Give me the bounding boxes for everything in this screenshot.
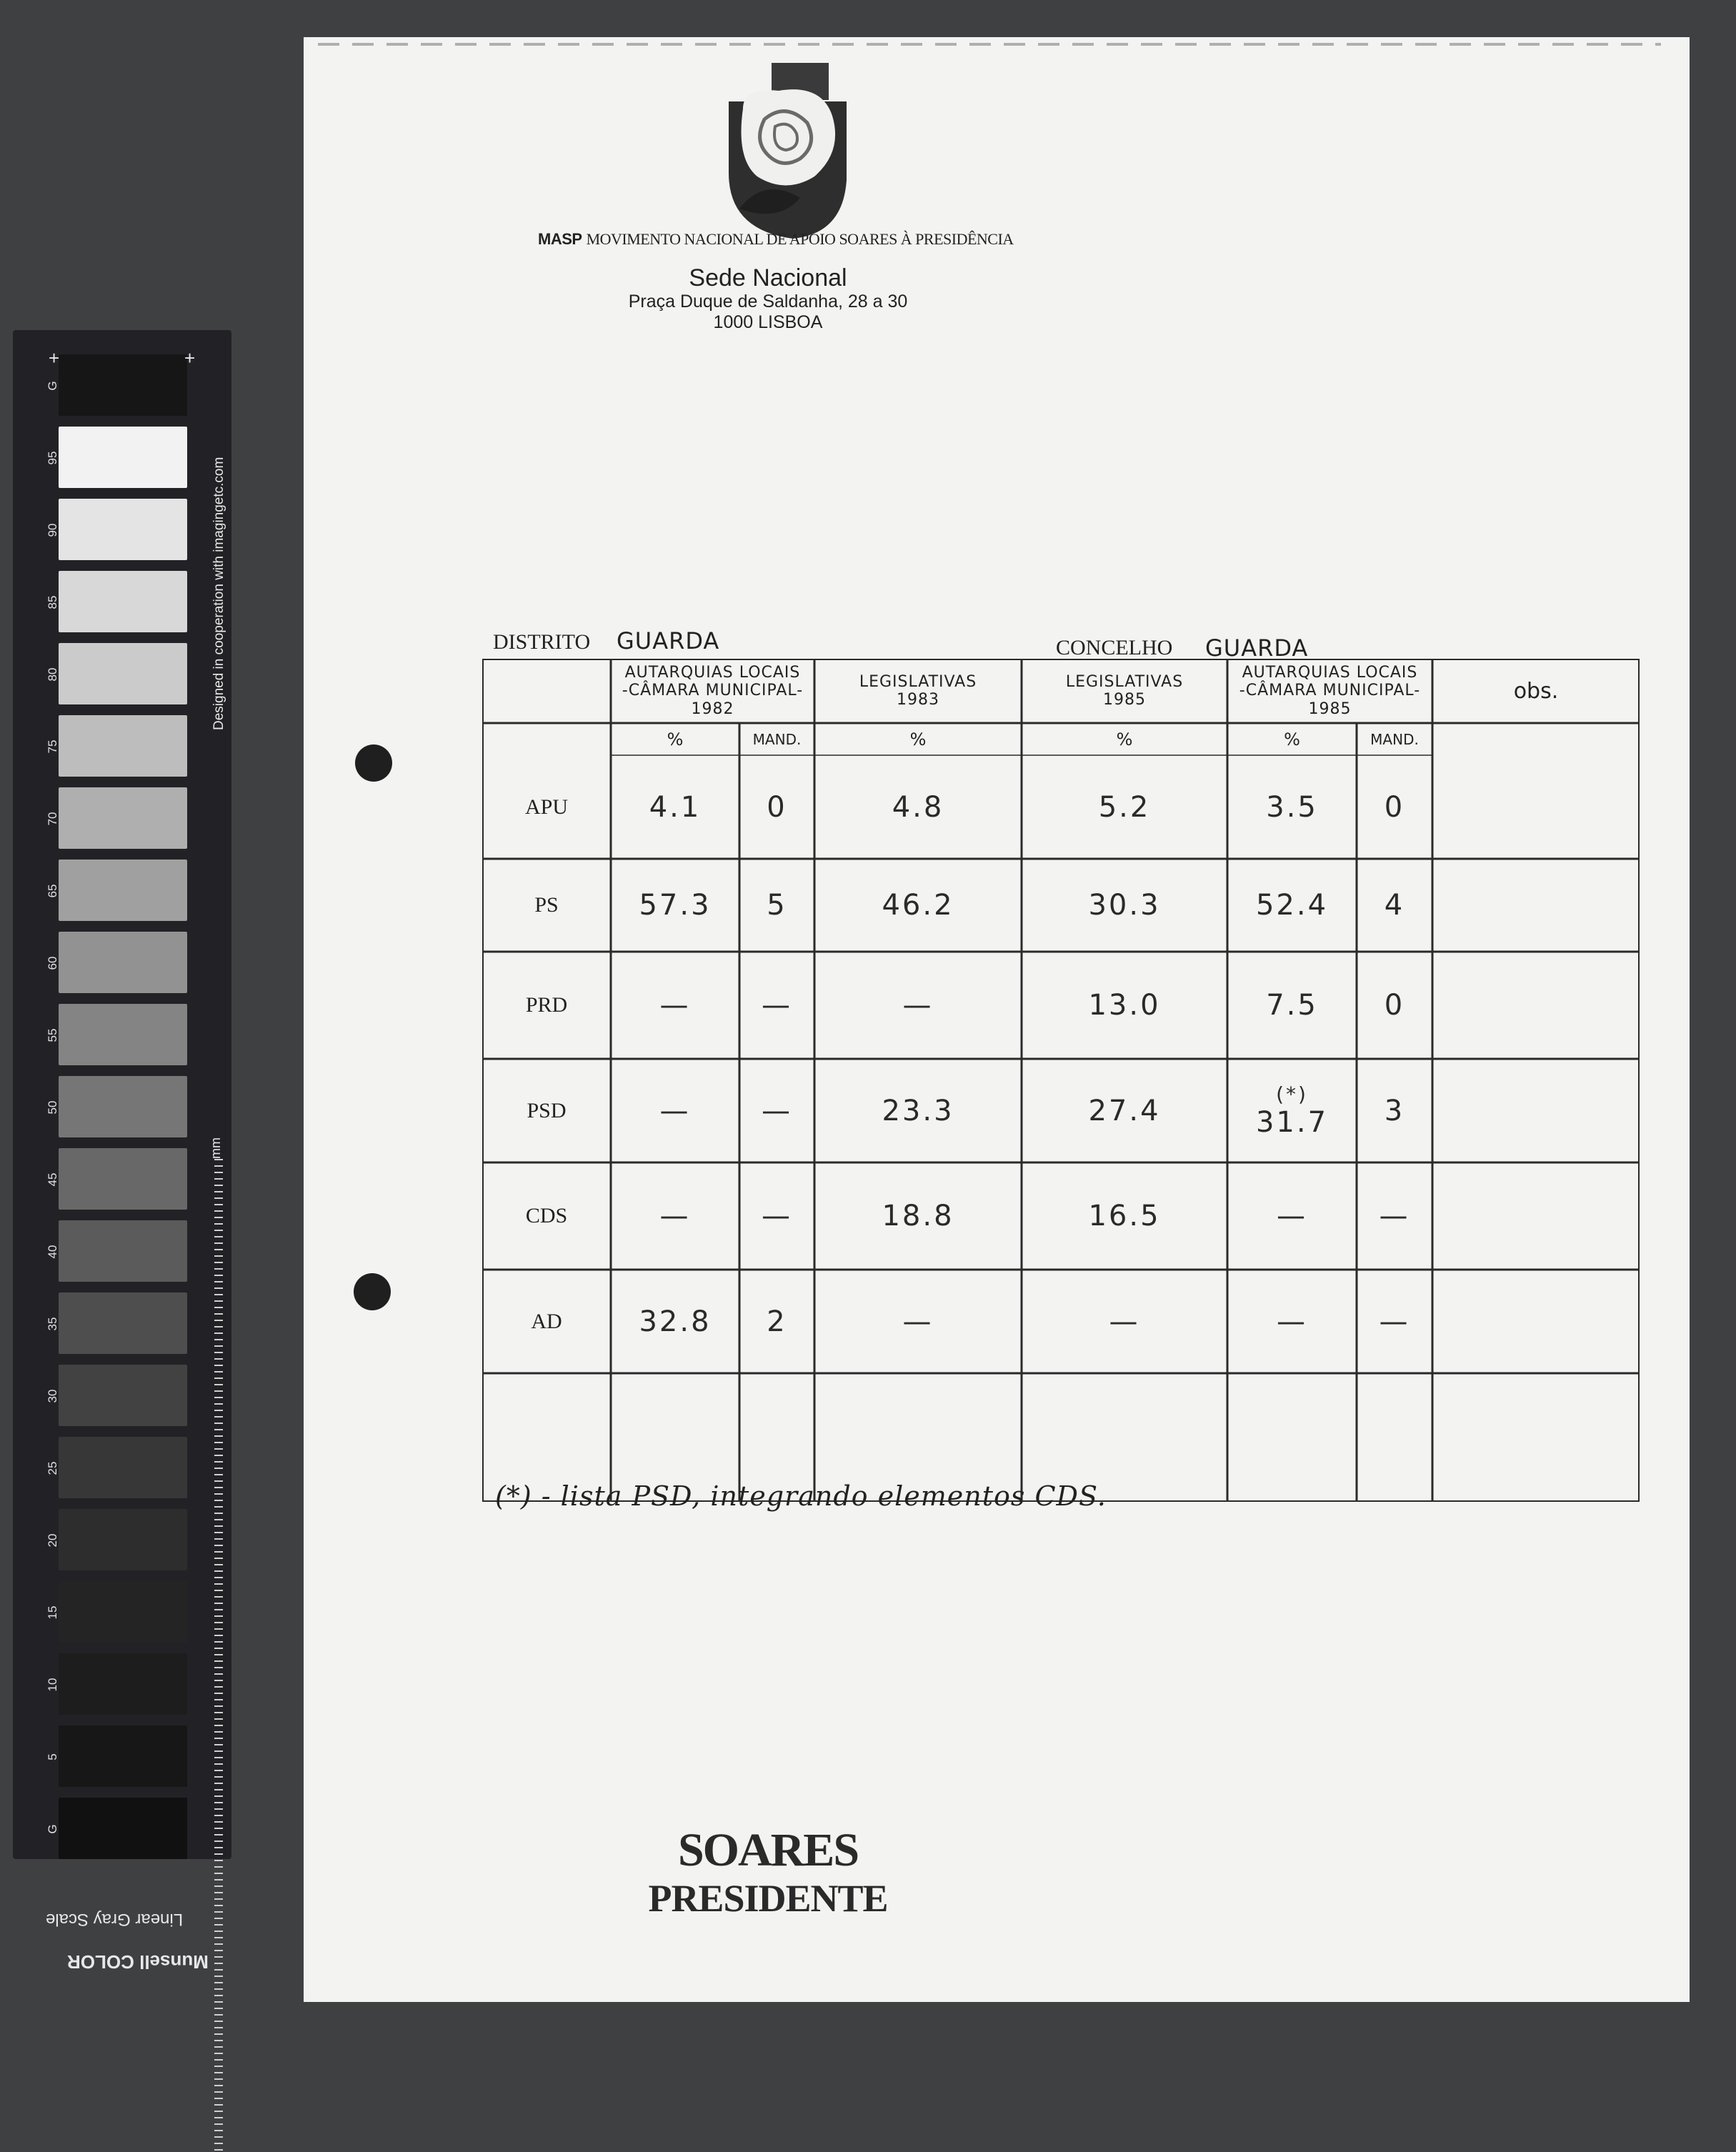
party-name: CDS <box>525 1204 568 1227</box>
gray-patch <box>59 1725 187 1787</box>
value-autarquicas-1985-mand: 0 <box>1384 989 1405 1022</box>
card-brand: Munsell COLOR <box>67 1951 209 1973</box>
empty-cell <box>1432 1373 1640 1502</box>
value-legislativas-1983: 46.2 <box>882 889 954 922</box>
gray-patch <box>59 354 187 416</box>
value-autarquicas-1985-pct <box>1227 1270 1357 1373</box>
step-number: 25 <box>46 1461 59 1475</box>
value-autarquicas-1982-pct: — <box>659 1200 691 1232</box>
party-name: AD <box>531 1309 562 1333</box>
value-legislativas-1983: 18.8 <box>882 1200 954 1232</box>
gray-patch <box>59 1148 187 1210</box>
header-legislativas-1983 <box>814 659 1022 723</box>
step-number: 90 <box>46 523 59 537</box>
step-number: 40 <box>46 1245 59 1259</box>
header-obs: obs. <box>1513 678 1559 704</box>
gray-patch <box>59 1437 187 1498</box>
gray-patch <box>59 643 187 704</box>
value-autarquicas-1985-mand: 4 <box>1384 889 1405 922</box>
value-autarquicas-1982-pct: — <box>659 989 691 1022</box>
header-line: -CÂMARA MUNICIPAL- <box>622 682 804 700</box>
step-number: G <box>46 381 59 391</box>
value-autarquicas-1982-pct: 32.8 <box>639 1305 712 1338</box>
value-autarquicas-1982-mand: 0 <box>767 790 787 824</box>
value-legislativas-1985: 16.5 <box>1088 1200 1161 1232</box>
value-legislativas-1985: 13.0 <box>1088 989 1161 1022</box>
gray-patch <box>59 1292 187 1354</box>
step-number: 10 <box>46 1678 59 1692</box>
punch-hole <box>354 1273 391 1310</box>
value-legislativas-1985: 30.3 <box>1088 889 1161 922</box>
gray-patch <box>59 1581 187 1643</box>
header-line: LEGISLATIVAS <box>859 672 977 691</box>
value-legislativas-1983: — <box>902 989 934 1022</box>
subheader-pct: % <box>1284 729 1300 749</box>
plus-mark: + <box>49 347 60 369</box>
address-line-1: Praça Duque de Saldanha, 28 a 30 <box>628 292 908 312</box>
value-autarquicas-1982-mand: 2 <box>767 1305 787 1338</box>
step-number: 15 <box>46 1605 59 1620</box>
footer-soares: SOARES <box>677 1824 859 1876</box>
value-text: — <box>1277 1305 1307 1338</box>
step-number: 80 <box>46 667 59 682</box>
address <box>589 292 947 333</box>
sede-title: Sede Nacional <box>689 264 847 292</box>
obs-cell <box>1432 952 1640 1059</box>
party-name: PSD <box>527 1098 567 1122</box>
organization-full-name: MOVIMENTO NACIONAL DE APOIO SOARES À PRESIDÊNCIA <box>586 230 1014 248</box>
party-name: PRD <box>525 993 568 1017</box>
gray-patch <box>59 787 187 849</box>
value-autarquicas-1985-pct <box>1227 755 1357 859</box>
distrito-label: DISTRITO <box>493 630 591 654</box>
step-number: 50 <box>46 1100 59 1115</box>
empty-cell <box>1357 1373 1432 1502</box>
step-number: 5 <box>46 1753 59 1760</box>
header-line: 1983 <box>897 691 939 709</box>
gray-scale-card: G 95 90 85 80 75 70 65 60 55 50 45 40 35 30 25 20 15 10 5 G Designed in cooperation with imagingetc.com mm + + Linear Gray Scale Munsell COLOR <box>13 330 231 1859</box>
gray-patches <box>59 354 187 1870</box>
gray-patch <box>59 1509 187 1570</box>
value-text: 7.5 <box>1266 989 1318 1022</box>
step-number: 60 <box>46 956 59 970</box>
value-autarquicas-1982-pct: 57.3 <box>639 889 712 922</box>
gray-patch <box>59 427 187 488</box>
obs-cell <box>1432 1270 1640 1373</box>
value-text: 52.4 <box>1255 889 1329 922</box>
obs-cell <box>1432 755 1640 859</box>
step-number: 75 <box>46 739 59 754</box>
value-autarquicas-1985-mand: — <box>1379 1200 1410 1232</box>
obs-cell <box>1432 859 1640 952</box>
header-line: AUTARQUIAS LOCAIS <box>1242 664 1418 682</box>
value-autarquicas-1982-mand: 5 <box>767 889 787 922</box>
distrito-value: GUARDA <box>617 627 720 654</box>
value-autarquicas-1982-mand: — <box>762 1094 792 1127</box>
value-legislativas-1983: — <box>902 1305 934 1338</box>
gray-patch <box>59 1798 187 1859</box>
step-number: 20 <box>46 1533 59 1548</box>
organization-name <box>538 230 1014 249</box>
step-number: 65 <box>46 884 59 898</box>
step-number: 55 <box>46 1028 59 1042</box>
empty-cell <box>1227 1373 1357 1502</box>
gray-patch <box>59 1220 187 1282</box>
footnote: (*) - lista PSD, integrando elementos CDS. <box>495 1480 1107 1512</box>
gray-patch <box>59 1653 187 1715</box>
subheader-pct: % <box>667 729 684 749</box>
header-legislativas-1985 <box>1022 659 1227 723</box>
step-number: 35 <box>46 1317 59 1331</box>
value-autarquicas-1985-pct <box>1227 1059 1357 1162</box>
value-autarquicas-1985-pct <box>1227 952 1357 1059</box>
document-page <box>304 37 1690 2002</box>
header-line: 1985 <box>1103 691 1146 709</box>
footer-presidente: PRESIDENTE <box>648 1877 888 1920</box>
gray-patch <box>59 1076 187 1137</box>
step-number: 30 <box>46 1389 59 1403</box>
unit-label: mm <box>209 1137 223 1159</box>
plus-mark: + <box>184 347 196 369</box>
value-autarquicas-1985-mand: — <box>1379 1305 1410 1338</box>
value-autarquicas-1985-mand: 0 <box>1384 790 1405 824</box>
step-number: 45 <box>46 1172 59 1187</box>
value-text: — <box>1277 1200 1307 1232</box>
step-number: 95 <box>46 451 59 465</box>
gray-patch <box>59 715 187 777</box>
address-line-2: 1000 LISBOA <box>713 312 823 332</box>
obs-cell <box>1432 1059 1640 1162</box>
step-number: G <box>46 1824 59 1834</box>
header-line: -CÂMARA MUNICIPAL- <box>1239 682 1421 700</box>
gray-patch <box>59 1004 187 1065</box>
value-text: 31.7 <box>1255 1106 1329 1139</box>
top-edge-marks <box>318 43 1661 46</box>
note-marker: (*) <box>1276 1082 1308 1106</box>
gray-patch <box>59 499 187 560</box>
subheader-pct: % <box>1116 729 1133 749</box>
concelho-label: CONCELHO <box>1056 636 1173 659</box>
gray-patch <box>59 860 187 921</box>
subheader-pct: % <box>909 729 927 749</box>
value-autarquicas-1985-mand: 3 <box>1384 1094 1405 1127</box>
step-number: 70 <box>46 812 59 826</box>
mm-ruler <box>214 1159 223 2152</box>
value-legislativas-1983: 23.3 <box>882 1094 954 1127</box>
subheader-mand: MAND. <box>1370 730 1419 748</box>
results-table <box>482 659 1640 1502</box>
header-autarquicas-1982 <box>611 659 814 723</box>
gray-patch <box>59 1365 187 1426</box>
gray-patch <box>59 932 187 993</box>
value-legislativas-1985: 27.4 <box>1088 1094 1161 1127</box>
rose-logo-icon <box>700 51 872 244</box>
header-line: AUTARQUIAS LOCAIS <box>624 664 801 682</box>
value-autarquicas-1985-pct <box>1227 1162 1357 1270</box>
value-autarquicas-1982-mand: — <box>762 1200 792 1232</box>
header-line: 1985 <box>1308 699 1352 718</box>
concelho-value: GUARDA <box>1205 634 1309 662</box>
party-name: PS <box>534 893 559 917</box>
header-line: LEGISLATIVAS <box>1065 672 1184 691</box>
value-legislativas-1985: 5.2 <box>1098 790 1151 824</box>
subheader-mand: MAND. <box>752 730 802 748</box>
organization-acronym: MASP <box>538 230 582 248</box>
value-legislativas-1983: 4.8 <box>892 790 944 824</box>
header-autarquicas-1985 <box>1227 659 1432 723</box>
step-number: 85 <box>46 595 59 609</box>
value-autarquicas-1982-pct: 4.1 <box>649 790 702 824</box>
party-name: APU <box>524 794 568 819</box>
value-legislativas-1985: — <box>1109 1305 1140 1338</box>
value-autarquicas-1982-pct: — <box>659 1094 691 1127</box>
punch-hole <box>355 744 392 782</box>
value-autarquicas-1985-pct <box>1227 859 1357 952</box>
obs-cell <box>1432 1162 1640 1270</box>
gray-patch <box>59 571 187 632</box>
value-text: 3.5 <box>1266 790 1318 824</box>
header-line: 1982 <box>691 699 734 718</box>
value-autarquicas-1982-mand: — <box>762 989 792 1022</box>
card-title: Linear Gray Scale <box>46 1910 184 1929</box>
